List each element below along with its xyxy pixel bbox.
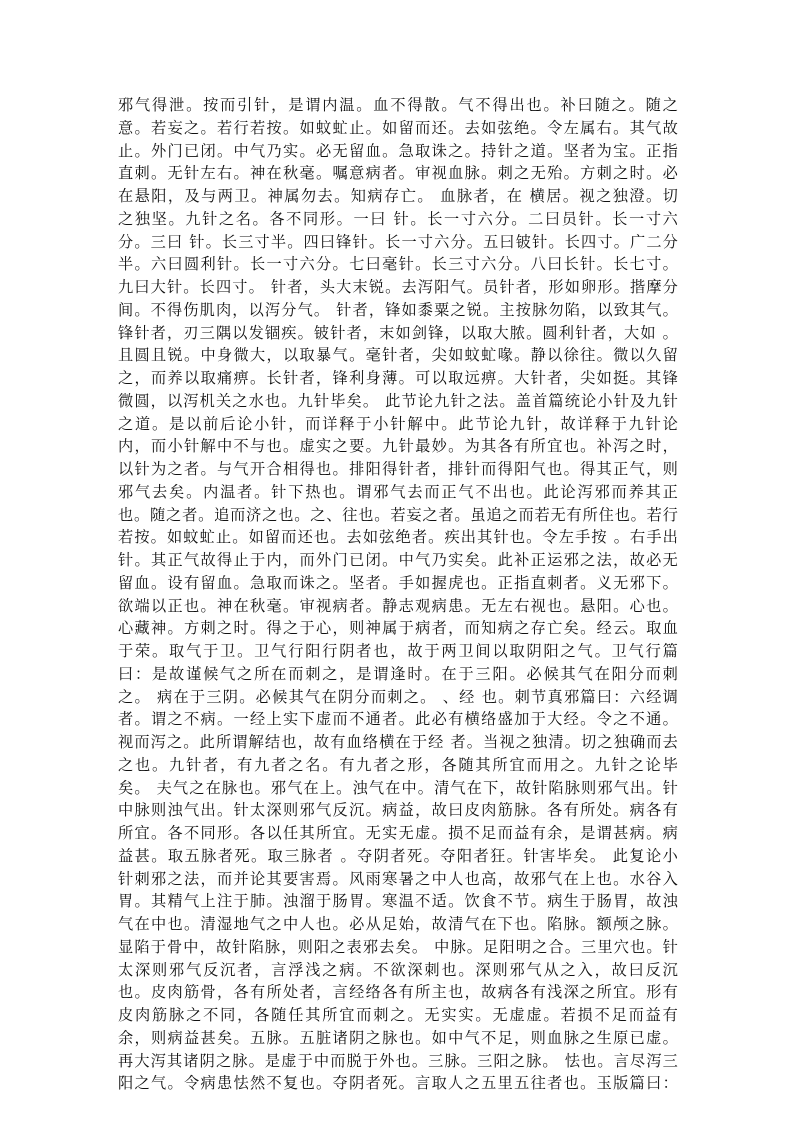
text-line: 分。三曰 针。长三寸半。四曰锋针。长一寸六分。五曰铍针。长四寸。广二分 (118, 232, 678, 251)
text-line: 邪气得泄。按而引针，是谓内温。血不得散。气不得出也。补曰随之。随之 (118, 96, 678, 114)
text-line: 也。皮肉筋骨，各有所处者，言经络各有所主也，故病各有浅深之所宜。形有 (118, 983, 678, 1002)
text-line: 阳之气。令病患怯然不复也。夺阴者死。言取人之五里五往者也。玉版篇曰： (118, 1074, 678, 1093)
text-line: 再大泻其诸阴之脉。是虚于中而脱于外也。三脉。三阳之脉。 怯也。言尽泻三 (118, 1051, 678, 1070)
text-line: 锋针者，刃三隅以发锢疾。铍针者，末如剑锋，以取大脓。圆利针者，大如 。 (118, 323, 678, 342)
text-line: 也。随之者。追而济之也。之、往也。若妄之者。虽追之而若无有所住也。若行 (118, 505, 678, 524)
text-line: 之独坚。九针之名。各不同形。一曰 针。长一寸六分。二曰员针。长一寸六 (118, 209, 678, 228)
text-line: 九曰大针。长四寸。 针者，头大末锐。去泻阳气。员针者，形如卵形。揩摩分 (118, 278, 678, 296)
text-line: 之也。九针者，有九者之名。有九者之形，各随其所宜而用之。九针之论毕 (118, 755, 678, 774)
text-line: 意。若妄之。若行若按。如蚊虻止。如留而还。去如弦绝。令左属右。其气故 (118, 118, 678, 137)
text-line: 中脉则浊气出。针太深则邪气反沉。病益，故曰皮肉筋脉。各有所处。病各有 (118, 801, 678, 820)
text-line: 心藏神。方刺之时。得之于心，则神属于病者，而知病之存亡矣。经云。取血 (118, 619, 678, 638)
text-line: 之道。是以前后论小针，而详释于小针解中。此节论九针，故详释于九针论 (118, 414, 678, 433)
text-line: 者。谓之不病。一经上实下虚而不通者。此必有横络盛加于大经。令之不通。 (118, 710, 678, 729)
text-line: 曰：是故谨候气之所在而刺之，是谓逢时。在于三阳。必候其气在阳分而刺 (118, 664, 678, 683)
text-line: 若按。如蚊虻止。如留而还也。去如弦绝者。疾出其针也。令左手按 。右手出 (118, 528, 678, 547)
text-line: 气在中也。清湿地气之中人也。必从足始，故清气在下也。陷脉。额颅之脉。 (118, 915, 678, 933)
text-line: 于荣。取气于卫。卫气行阳行阴者也，故于两卫间以取阴阳之气。卫气行篇 (118, 642, 678, 660)
text-line: 止。外门已闭。中气乃实。必无留血。急取诛之。持针之道。坚者为宝。正指 (118, 141, 678, 160)
text-line: 皮肉筋脉之不同，各随任其所宜而刺之。无实实。无虚虚。若损不足而益有 (118, 1006, 678, 1024)
text-line: 太深则邪气反沉者，言浮浅之病。不欲深刺也。深则邪气从之入，故曰反沉 (118, 960, 678, 979)
text-line: 间。不得伤肌肉，以泻分气。 针者，锋如黍粟之锐。主按脉勿陷，以致其气。 (118, 300, 678, 319)
text-line: 胃。其精气上注于肺。浊溜于肠胃。寒温不适。饮食不节。病生于肠胃，故浊 (118, 892, 678, 911)
body-text-block (118, 94, 678, 1095)
text-line: 内，而小针解中不与也。虚实之要。九针最妙。为其各有所宜也。补泻之时， (118, 437, 678, 456)
text-line: 邪气去矣。内温者。针下热也。谓邪气去而正气不出也。此论泻邪而养其正 (118, 482, 678, 501)
text-line: 半。六曰圆利针。长一寸六分。七曰毫针。长三寸六分。八曰长针。长七寸。 (118, 255, 678, 274)
text-line: 直刺。无针左右。神在秋毫。嘱意病者。审视血脉。刺之无殆。方刺之时。必 (118, 164, 678, 183)
text-line: 针刺邪之法，而并论其要害焉。风雨寒暑之中人也高，故邪气在上也。水谷入 (118, 869, 678, 888)
text-line: 所宜。各不同形。各以任其所宜。无实无虚。损不足而益有余，是谓甚病。病 (118, 824, 678, 842)
text-line: 微圆，以泻机关之水也。九针毕矣。 此节论九针之法。盖首篇统论小针及九针 (118, 391, 678, 410)
text-line: 留血。设有留血。急取而诛之。坚者。手如握虎也。正指直刺者。义无邪下。 (118, 573, 678, 592)
text-line: 益甚。取五脉者死。取三脉者 。夺阴者死。夺阳者狂。针害毕矣。 此复论小 (118, 846, 678, 865)
text-line: 显陷于骨中，故针陷脉，则阳之表邪去矣。 中脉。足阳明之合。三里穴也。针 (118, 937, 678, 956)
text-line: 针。其正气故得止于内，而外门已闭。中气乃实矣。此补正运邪之法，故必无 (118, 551, 678, 569)
text-line: 余，则病益甚矣。五脉。五脏诸阴之脉也。如中气不足，则血脉之生原已虚。 (118, 1028, 678, 1047)
text-line: 以针为之者。与气开合相得也。排阳得针者，排针而得阳气也。得其正气，则 (118, 460, 678, 478)
text-line: 在悬阳，及与两卫。神属勿去。知病存亡。 血脉者，在 横居。视之独澄。切 (118, 187, 678, 205)
text-line: 矣。 夫气之在脉也。邪气在上。浊气在中。清气在下，故针陷脉则邪气出。针 (118, 778, 678, 797)
text-line: 且圆且锐。中身微大，以取暴气。毫针者，尖如蚊虻喙。静以徐往。微以久留 (118, 346, 678, 365)
text-line: 之。 病在于三阴。必候其气在阴分而刺之。 、经 也。刺节真邪篇曰：六经调 (118, 687, 678, 706)
text-line: 之，而养以取痛痹。长针者，锋利身薄。可以取远痹。大针者，尖如挺。其锋 (118, 369, 678, 387)
text-line: 视而泻之。此所谓解结也，故有血络横在于经 者。当视之独清。切之独确而去 (118, 733, 678, 751)
text-line: 欲端以正也。神在秋毫。审视病者。静志观病患。无左右视也。悬阳。心也。 (118, 596, 678, 615)
